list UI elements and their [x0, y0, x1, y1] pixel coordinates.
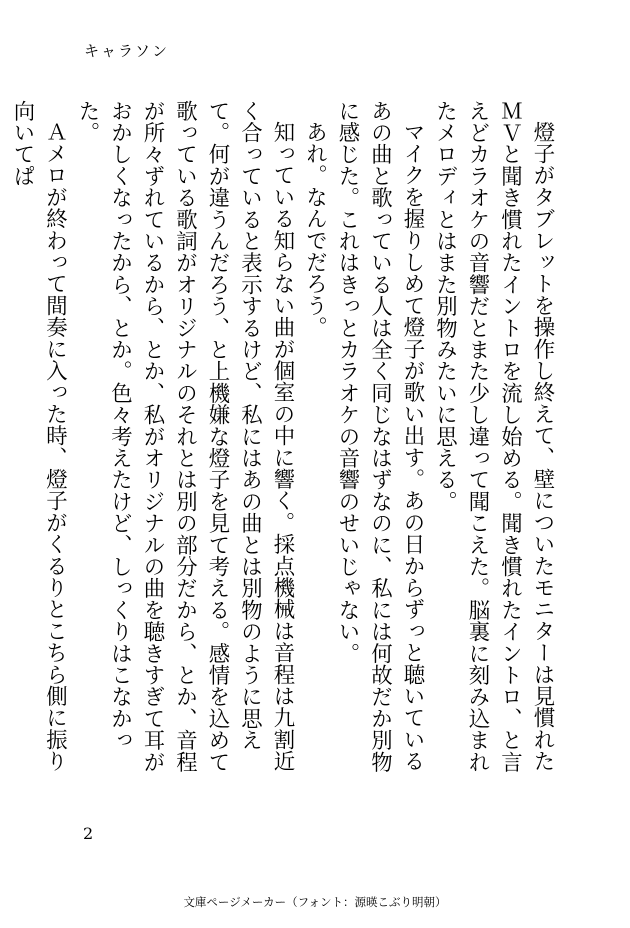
paragraph: あれ。なんでだろう。 — [302, 121, 328, 339]
footer-credit: 文庫ページメーカー（フォント：源暎こぶり明朝） — [183, 895, 447, 909]
paragraph: 知っている知らない曲が個室の中に響く。採点機械は音程は九割近く合っていると表示するけど、私にはあの曲とは別物のように思えて。何が違うんだろう、と上機嫌な燈子を見て考える。感情を込めて歌っている歌詞がオリジナルのそれとは別の部分だから、とか、音程が所々ずれているから、とか、私がオリジナルの曲を聴きすぎて耳がおかしくなったから、とか。色々考えたけど、しっくりはこなかった。 — [75, 100, 295, 773]
novel-body-text — [10, 100, 558, 780]
page-number: 2 — [83, 824, 94, 843]
paragraph: マイクを握りしめて燈子が歌い出す。あの日からずっと聴いているあの曲と歌っている人は全く同じなはずなのに、私には何故だか別物に感じた。これはきっとカラオケの音響のせいじゃない。 — [335, 100, 425, 773]
running-header-title: キャラソン — [84, 42, 170, 60]
paragraph: Ａメロが終わって間奏に入った時、燈子がくるりとこちら側に振り向いてぱ — [10, 100, 68, 773]
paragraph: 燈子がタブレットを操作し終えて、壁についたモニターは見慣れたＭＶと聞き慣れたイントロを流し始める。聞き慣れたイントロ、と言えどカラオケの音響だとまた少し違って聞こえた。脳裏に刻み込まれたメロディとはまた別物みたいに思える。 — [432, 100, 555, 773]
